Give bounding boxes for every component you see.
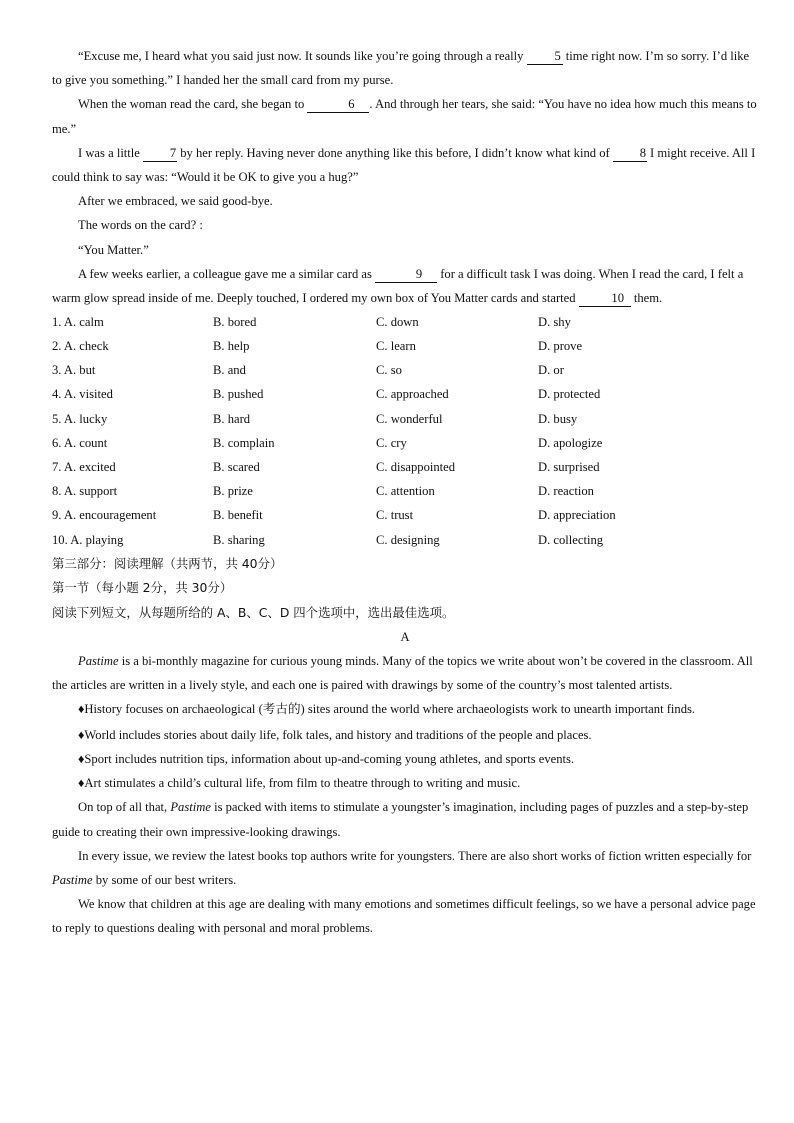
magazine-name: Pastime [52,873,93,888]
option-a: 2. A. check [52,339,109,354]
option-a: 8. A. support [52,484,118,499]
text: by some of our best writers. [92,873,237,888]
text: In every issue, we review the latest books top authors write for youngsters. There are also short works of fiction written especially for [78,848,752,863]
option-c: C. trust [376,508,414,523]
option-d: D. apologize [538,435,603,450]
text: I was a little [78,145,144,160]
option-d: D. surprised [538,459,600,474]
paragraph-embraced: After we embraced, we said good-bye. [78,194,273,209]
paragraph-every-issue [52,844,758,892]
text: them. [630,291,663,306]
option-b: B. hard [213,411,251,426]
option-c: C. approached [376,387,449,402]
option-c: C. designing [376,532,440,547]
text: for a difficult task I was doing. When I read the card, I felt a warm glow spread inside of me. Deeply touched, I ordered my own box of You Matter cards and started [52,266,744,306]
passage-label: A [400,629,410,644]
option-d: D. or [538,363,564,378]
option-c: C. wonderful [376,411,443,426]
option-c: C. cry [376,435,407,450]
option-d: D. shy [538,314,571,329]
option-b: B. and [213,363,246,378]
bullet-sport: ♦Sport includes nutrition tips, information about up-and-coming young athletes, and sports events. [78,752,575,767]
option-d: D. appreciation [538,508,616,523]
option-c: C. disappointed [376,459,456,474]
option-b: B. prize [213,484,253,499]
blank-5: 5 [527,49,563,65]
option-a: 3. A. but [52,363,96,378]
paragraph-reply [52,141,758,189]
option-a: 4. A. visited [52,387,113,402]
blank-9: 9 [375,267,437,283]
paragraph-words-on-card: The words on the card? : [78,218,203,233]
option-a: 1. A. calm [52,314,104,329]
instruction: 阅读下列短文，从每题所给的 A、B、C、D 四个选项中，选出最佳选项。 [52,604,455,620]
option-row [52,480,758,504]
option-d: D. prove [538,339,583,354]
option-d: D. busy [538,411,578,426]
option-c: C. learn [376,339,416,354]
option-row [52,431,758,455]
option-b: B. help [213,339,250,354]
option-b: B. complain [213,435,275,450]
option-a: 5. A. lucky [52,411,108,426]
blank-8: 8 [613,146,647,162]
option-c: C. down [376,314,419,329]
bullet-art: ♦Art stimulates a child’s cultural life, from film to theatre through to writing and music. [78,776,521,791]
option-row [52,504,758,528]
bullet-history: ♦History focuses on archaeological (考古的) sites around the world where archaeologists work to unearth important finds. [78,702,696,717]
option-b: B. benefit [213,508,263,523]
text: A few weeks earlier, a colleague gave me a similar card as [78,266,376,281]
text: by her reply. Having never done anything like this before, I didn’t know what kind of [177,145,613,160]
section-1-title: 第一节（每小题 2分，共 30分） [52,580,233,596]
option-row [52,359,758,383]
option-b: B. pushed [213,387,264,402]
option-d: D. collecting [538,532,604,547]
text: I might receive. All I could think to say was: “Would it be OK to give you a hug?” [52,145,756,185]
option-row [52,334,758,358]
text: On top of all that, [78,800,171,815]
option-d: D. reaction [538,484,594,499]
option-b: B. scared [213,459,260,474]
option-b: B. bored [213,314,257,329]
text: is a bi-monthly magazine for curious young minds. Many of the topics we write about won’t be covered in the classroom. All the articles are written in a lively style, and each one is paired with drawings by some of the country’s most talented artists. [52,653,753,693]
option-a: 7. A. excited [52,459,116,474]
option-row [52,383,758,407]
paragraph-excuse-me [52,44,758,92]
text: . And through her tears, she said: “You have no idea how much this means to me.” [52,97,757,136]
blank-10: 10 [579,291,631,307]
option-row [52,310,758,334]
option-a: 9. A. encouragement [52,508,157,523]
paragraph-advice: We know that children at this age are dealing with many emotions and sometimes difficult feelings, so we have a personal advice page to reply to questions dealing with personal and moral problems. [52,897,756,936]
paragraph-pastime-intro [52,649,758,697]
blank-7: 7 [143,146,177,162]
magazine-name: Pastime [170,800,211,815]
option-c: C. attention [376,484,435,499]
bullet-world: ♦World includes stories about daily life, folk tales, and history and traditions of the people and places. [78,727,592,742]
cloze-options [52,310,758,552]
option-b: B. sharing [213,532,265,547]
text: is packed with items to stimulate a youngster’s imagination, including pages of puzzles and a step-by-step guide to creating their own impressive-looking drawings. [52,800,749,839]
paragraph-you-matter: “You Matter.” [78,242,149,257]
text: time right now. I’m so sorry. I’d like to give you something.” I handed her the small card from my purse. [52,49,750,88]
paragraph-woman-read [52,92,758,140]
option-row [52,455,758,479]
text: “Excuse me, I heard what you said just now. It sounds like you’re going through a really [78,49,527,63]
magazine-name: Pastime [78,653,119,668]
option-c: C. so [376,363,402,378]
document-page [52,44,758,941]
option-row [52,528,758,552]
section-3-title: 第三部分：阅读理解（共两节，共 40分） [52,556,283,572]
option-a: 10. A. playing [52,532,124,547]
option-row [52,407,758,431]
option-a: 6. A. count [52,435,108,450]
blank-6: 6 [307,97,369,113]
paragraph-colleague [52,262,758,310]
paragraph-on-top [52,795,758,843]
text: When the woman read the card, she began to [78,97,308,112]
option-d: D. protected [538,387,601,402]
